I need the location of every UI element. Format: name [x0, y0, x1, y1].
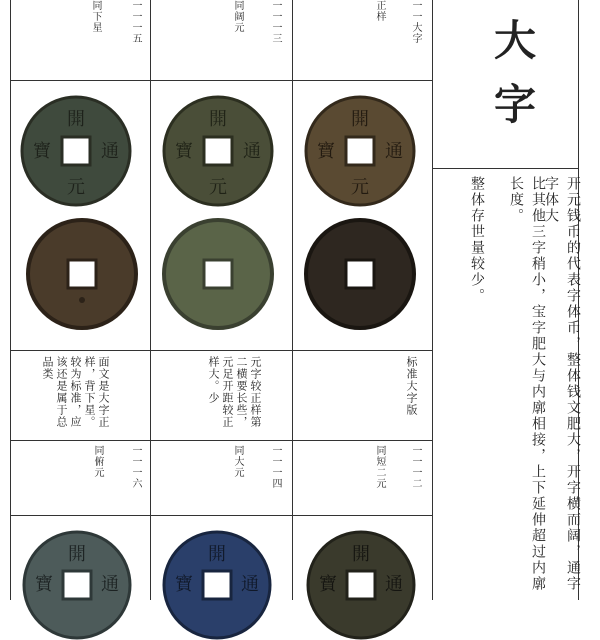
coin-obverse [162, 95, 274, 207]
svg-text:通: 通 [243, 141, 261, 162]
row-divider [10, 440, 432, 441]
catalog-number: 一一大字 [410, 0, 421, 44]
coin-obverse [20, 95, 132, 207]
svg-text:開: 開 [352, 544, 370, 565]
column-divider [150, 0, 151, 600]
svg-text:元: 元 [351, 177, 369, 198]
coin-description: 元字较正样第二横要长些，元足开距较正样大。少 [207, 356, 262, 428]
description-line: 比其他三字稍小，宝字肥大与内廓相接，上下延伸超过内廓长度。 [508, 176, 546, 592]
svg-text:通: 通 [385, 141, 403, 162]
description-line: 整体存世量较少。 [469, 176, 485, 304]
catalog-note: 同短二元 [374, 445, 385, 489]
catalog-note: 同下星 [90, 0, 101, 33]
catalog-note: 同阔元 [232, 0, 243, 33]
svg-text:通: 通 [385, 574, 403, 595]
svg-text:開: 開 [209, 109, 227, 130]
catalog-number: 一一一六 [130, 445, 141, 489]
row-divider [10, 515, 432, 516]
svg-text:開: 開 [351, 109, 369, 130]
svg-text:元: 元 [67, 177, 85, 198]
coin-obverse [304, 95, 416, 207]
svg-text:開: 開 [208, 544, 226, 565]
catalog-number: 一一一二 [410, 445, 421, 489]
column-divider [10, 0, 11, 600]
catalog-note: 同俯元 [92, 445, 103, 478]
svg-text:通: 通 [101, 141, 119, 162]
page-title: 大字 [488, 18, 537, 146]
coin-description: 标准大字版 [405, 356, 418, 416]
catalog-note: 同大元 [232, 445, 243, 478]
coin-description: 面文是大字正样，背下星。较为标准，应该还是属于总品类 [41, 356, 110, 428]
svg-text:寶: 寶 [175, 574, 193, 595]
svg-text:寶: 寶 [35, 574, 53, 595]
svg-text:開: 開 [67, 109, 85, 130]
svg-text:元: 元 [209, 177, 227, 198]
svg-text:寶: 寶 [33, 141, 51, 162]
coin-obverse [306, 530, 416, 640]
coin-reverse [26, 218, 138, 330]
coin-obverse [162, 530, 272, 640]
column-divider [292, 0, 293, 600]
svg-text:通: 通 [101, 574, 119, 595]
svg-text:開: 開 [68, 544, 86, 565]
catalog-number: 一一一四 [270, 445, 281, 489]
svg-text:寶: 寶 [319, 574, 337, 595]
catalog-number: 一一一三 [270, 0, 281, 44]
catalog-note: 正样 [374, 0, 385, 22]
svg-text:通: 通 [241, 574, 259, 595]
svg-text:寶: 寶 [175, 141, 193, 162]
row-divider [10, 350, 432, 351]
coin-reverse [162, 218, 274, 330]
row-divider [10, 80, 432, 81]
coin-obverse [22, 530, 132, 640]
coin-reverse [304, 218, 416, 330]
description-line: 开元钱币的代表字体币，整体钱文肥大，开字横而阔，通字字体大 [543, 176, 581, 592]
column-divider [432, 0, 433, 600]
svg-text:寶: 寶 [317, 141, 335, 162]
row-divider [432, 168, 578, 169]
catalog-number: 一一一五 [130, 0, 141, 44]
